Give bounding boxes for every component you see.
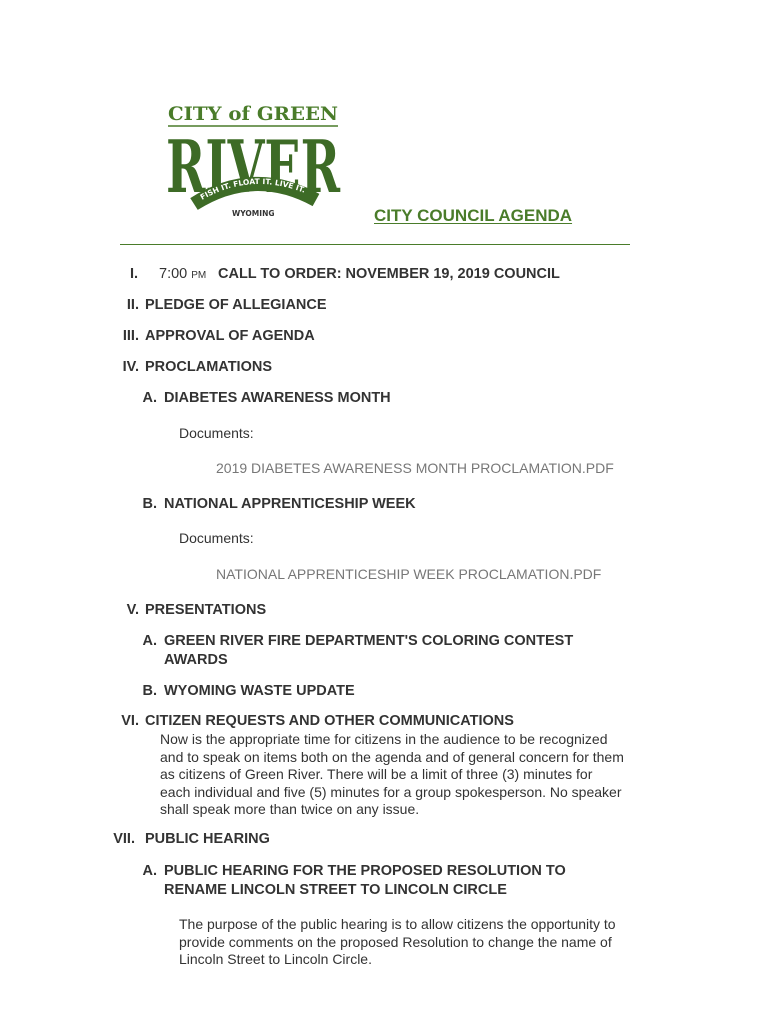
item-number: III. bbox=[122, 328, 139, 344]
subitem-letter: A. bbox=[142, 390, 157, 406]
subitem-title-cont: AWARDS bbox=[164, 652, 228, 668]
documents-label: Documents: bbox=[179, 425, 254, 441]
subitem-title: NATIONAL APPRENTICESHIP WEEK bbox=[164, 496, 416, 512]
logo-state: WYOMING bbox=[232, 209, 275, 218]
item-number: IV. bbox=[122, 359, 139, 375]
item-title: PLEDGE OF ALLEGIANCE bbox=[145, 297, 327, 313]
subitem-letter: A. bbox=[142, 863, 157, 879]
page-title: CITY COUNCIL AGENDA bbox=[374, 206, 573, 225]
logo-tagline: FISH IT. FLOAT IT. LIVE IT. bbox=[198, 176, 307, 202]
subitem-letter: B. bbox=[142, 683, 157, 699]
header-divider bbox=[120, 244, 630, 245]
item-title: PRESENTATIONS bbox=[145, 602, 267, 618]
item-number: V. bbox=[126, 602, 139, 618]
public-hearing-text: The purpose of the public hearing is to allow citizens the opportunity to provide comments on the proposed Resolution to change the name of Lincoln Street to Lincoln Circle. bbox=[179, 916, 616, 967]
document-link[interactable]: NATIONAL APPRENTICESHIP WEEK PROCLAMATION.PDF bbox=[216, 566, 602, 582]
item-number: VI. bbox=[121, 713, 139, 729]
item-number: II. bbox=[126, 297, 139, 313]
city-logo bbox=[166, 100, 344, 222]
subitem-title: DIABETES AWARENESS MONTH bbox=[164, 390, 391, 406]
subitem-title: WYOMING WASTE UPDATE bbox=[164, 683, 355, 699]
call-time: 7:00 bbox=[159, 266, 188, 282]
subitem-title: GREEN RIVER FIRE DEPARTMENT'S COLORING CONTEST bbox=[164, 633, 574, 649]
subitem-letter: A. bbox=[142, 633, 157, 649]
documents-label: Documents: bbox=[179, 530, 254, 546]
subitem-letter: B. bbox=[142, 496, 157, 512]
logo-line1: CITY of GREEN bbox=[168, 103, 338, 125]
item-title: PUBLIC HEARING bbox=[145, 831, 270, 847]
item-number: VII. bbox=[113, 831, 135, 847]
item-title: CITIZEN REQUESTS AND OTHER COMMUNICATIONS bbox=[145, 713, 514, 729]
document-link[interactable]: 2019 DIABETES AWARENESS MONTH PROCLAMATION.PDF bbox=[216, 460, 614, 476]
item-title: CALL TO ORDER: NOVEMBER 19, 2019 COUNCIL bbox=[218, 266, 560, 282]
subitem-title-cont: RENAME LINCOLN STREET TO LINCOLN CIRCLE bbox=[164, 882, 507, 898]
call-time-ampm: PM bbox=[191, 270, 207, 281]
citizen-requests-text: Now is the appropriate time for citizens in the audience to be recognized and to speak on items both on the agenda and of general concern for them as citizens of Green River. There will be a limit of three (3) minutes for each individual and five (5) minutes for a group spokesperson. No speaker shall speak more than twice on any issue. bbox=[160, 731, 624, 817]
subitem-title: PUBLIC HEARING FOR THE PROPOSED RESOLUTION TO bbox=[164, 863, 566, 879]
item-number: I. bbox=[129, 266, 138, 282]
item-title: APPROVAL OF AGENDA bbox=[145, 328, 315, 344]
logo-line2: RIVER bbox=[166, 124, 341, 209]
item-title: PROCLAMATIONS bbox=[145, 359, 273, 375]
